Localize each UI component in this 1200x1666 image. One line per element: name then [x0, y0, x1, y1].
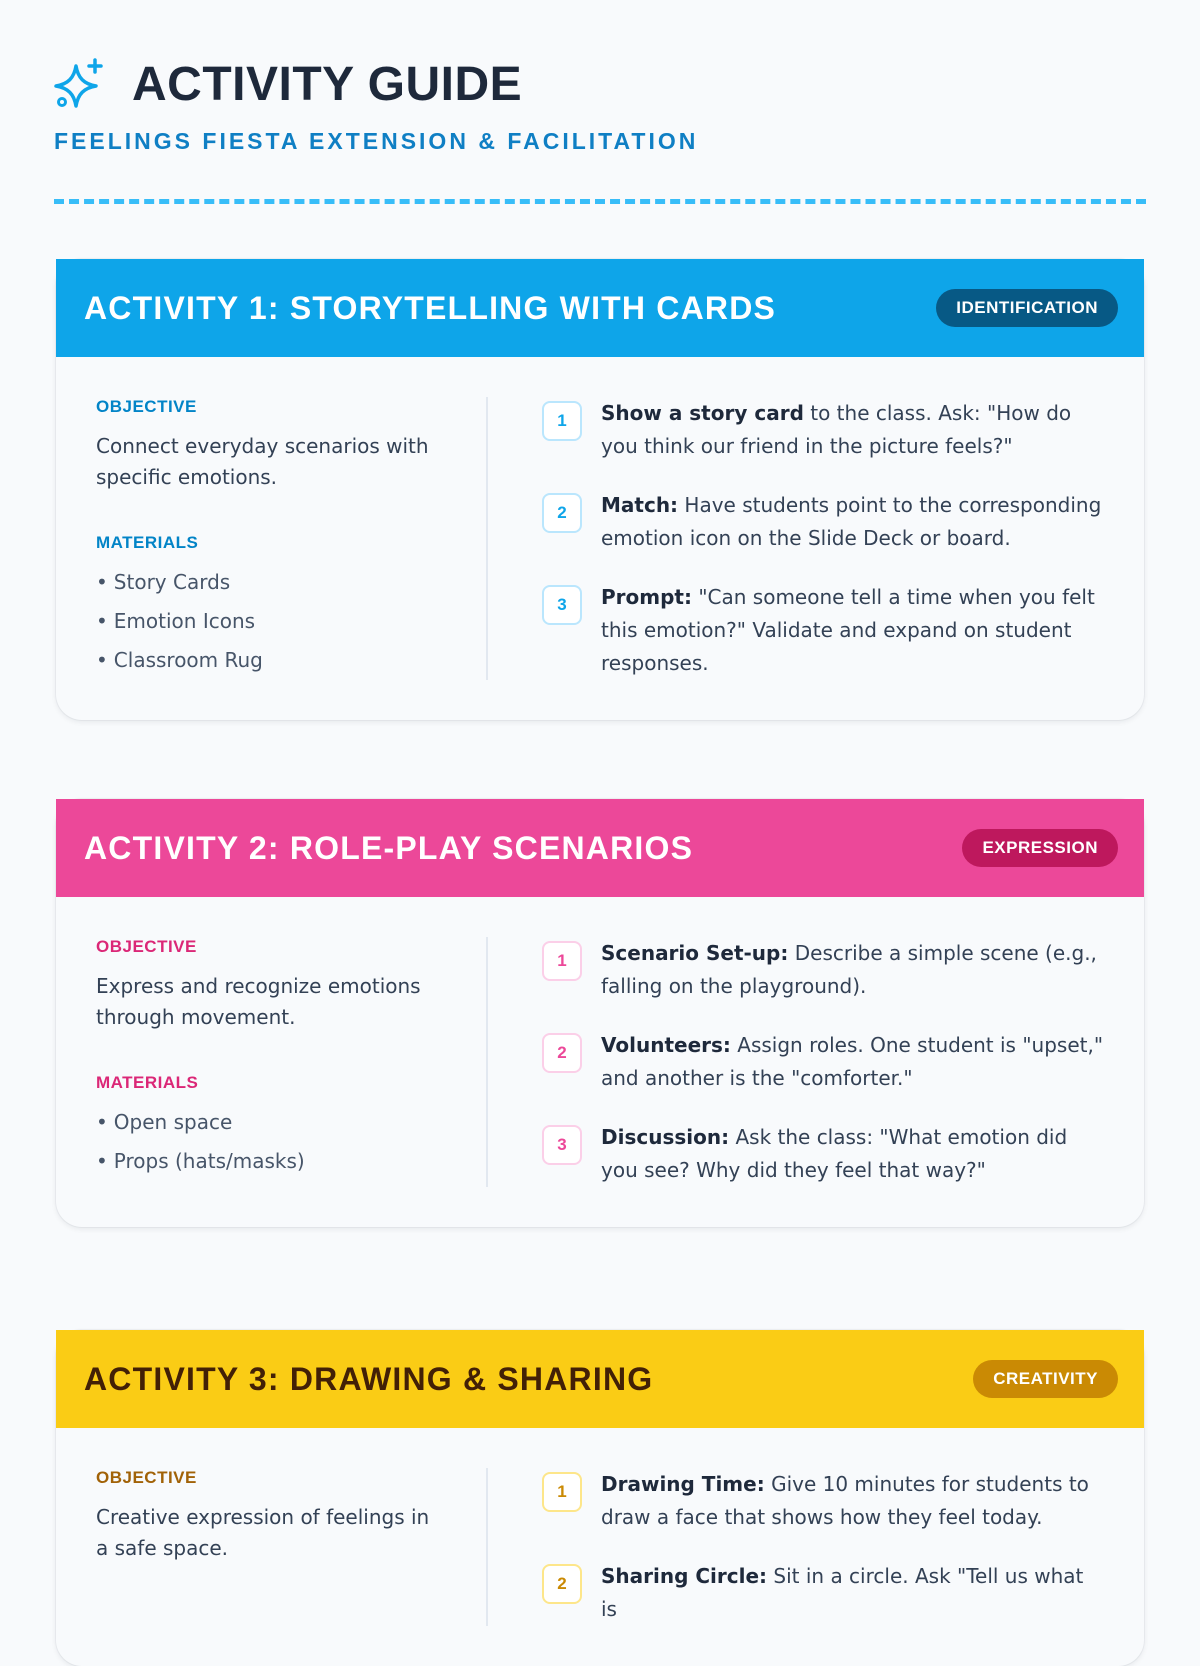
category-badge: CREATIVITY: [973, 1360, 1118, 1398]
step-text: [601, 1121, 1104, 1187]
objective-materials-column: [96, 1468, 488, 1626]
materials-list: [96, 1103, 466, 1181]
step-item: [542, 937, 1104, 1003]
materials-label: MATERIALS: [96, 533, 199, 552]
step-body: Have students point to the corresponding emotion icon on the Slide Deck or board.: [601, 493, 1102, 550]
objective-text: Creative expression of feelings in a safe space.: [96, 1505, 430, 1560]
header-divider: [54, 199, 1146, 204]
activity-card-2: [56, 799, 1144, 1227]
step-lead: Sharing Circle:: [601, 1564, 768, 1588]
step-number: 3: [542, 585, 582, 625]
step-item: [542, 1029, 1104, 1095]
title-row: [54, 56, 1146, 112]
step-item: [542, 581, 1104, 680]
step-lead: Volunteers:: [601, 1033, 731, 1057]
activity-header: [56, 799, 1144, 897]
materials-list: [96, 563, 466, 680]
objective-label: OBJECTIVE: [96, 937, 197, 956]
objective-materials-column: [96, 937, 488, 1187]
step-body: to the class. Ask: "How do you think our friend in the picture feels?": [601, 401, 1072, 458]
step-item: [542, 1121, 1104, 1187]
step-number: 1: [542, 1472, 582, 1512]
objective-text: Connect everyday scenarios with specific emotions.: [96, 434, 429, 489]
steps-column: [488, 937, 1144, 1187]
steps-column: [488, 1468, 1144, 1626]
objective-text: Express and recognize emotions through movement.: [96, 974, 421, 1029]
step-lead: Show a story card: [601, 401, 804, 425]
step-body: Ask the class: "What emotion did you see? Why did they feel that way?": [601, 1125, 1068, 1182]
activity-body: [56, 357, 1144, 720]
step-lead: Match:: [601, 493, 679, 517]
step-item: [542, 1468, 1104, 1534]
activity-title: ACTIVITY 2: ROLE-PLAY SCENARIOS: [84, 829, 694, 866]
step-text: [601, 1560, 1104, 1626]
step-text: [601, 489, 1104, 555]
material-item: • Emotion Icons: [96, 602, 466, 641]
objective-materials-column: [96, 397, 488, 680]
step-text: [601, 937, 1104, 1003]
materials-label: MATERIALS: [96, 1073, 199, 1092]
objective-label: OBJECTIVE: [96, 1468, 197, 1487]
activity-body: [56, 1428, 1144, 1666]
sparkle-icon: [54, 58, 106, 110]
step-body: Sit in a circle. Ask "Tell us what is: [601, 1564, 1084, 1621]
step-number: 3: [542, 1125, 582, 1165]
material-item: • Classroom Rug: [96, 641, 466, 680]
step-body: "Can someone tell a time when you felt this emotion?" Validate and expand on student responses.: [601, 585, 1095, 675]
step-text: [601, 1029, 1104, 1095]
category-badge: IDENTIFICATION: [936, 289, 1118, 327]
steps-column: [488, 397, 1144, 680]
step-body: Give 10 minutes for students to draw a face that shows how they feel today.: [601, 1472, 1089, 1529]
step-number: 2: [542, 1564, 582, 1604]
material-item: • Open space: [96, 1103, 466, 1142]
step-item: [542, 1560, 1104, 1626]
step-lead: Discussion:: [601, 1125, 730, 1149]
step-text: [601, 581, 1104, 680]
step-item: [542, 489, 1104, 555]
activity-body: [56, 897, 1144, 1227]
step-number: 1: [542, 941, 582, 981]
step-text: [601, 1468, 1104, 1534]
activity-header: [56, 1330, 1144, 1428]
activity-title: ACTIVITY 3: DRAWING & SHARING: [84, 1360, 654, 1397]
step-number: 1: [542, 401, 582, 441]
material-item: • Story Cards: [96, 563, 466, 602]
page-subtitle: FEELINGS FIESTA EXTENSION & FACILITATION: [54, 128, 699, 154]
step-body: Describe a simple scene (e.g., falling on the playground).: [601, 941, 1097, 998]
objective-label: OBJECTIVE: [96, 397, 197, 416]
step-text: [601, 397, 1104, 463]
activity-header: [56, 259, 1144, 357]
page-header: [54, 56, 1146, 155]
step-item: [542, 397, 1104, 463]
step-body: Assign roles. One student is "upset," and another is the "comforter.": [601, 1033, 1104, 1090]
activity-card-1: [56, 259, 1144, 720]
material-item: • Props (hats/masks): [96, 1142, 466, 1181]
page-title: ACTIVITY GUIDE: [132, 57, 523, 111]
step-lead: Prompt:: [601, 585, 692, 609]
category-badge: EXPRESSION: [962, 829, 1118, 867]
step-number: 2: [542, 493, 582, 533]
activity-title: ACTIVITY 1: STORYTELLING WITH CARDS: [84, 289, 777, 326]
step-lead: Drawing Time:: [601, 1472, 765, 1496]
activity-card-3: [56, 1330, 1144, 1666]
step-number: 2: [542, 1033, 582, 1073]
step-lead: Scenario Set-up:: [601, 941, 789, 965]
